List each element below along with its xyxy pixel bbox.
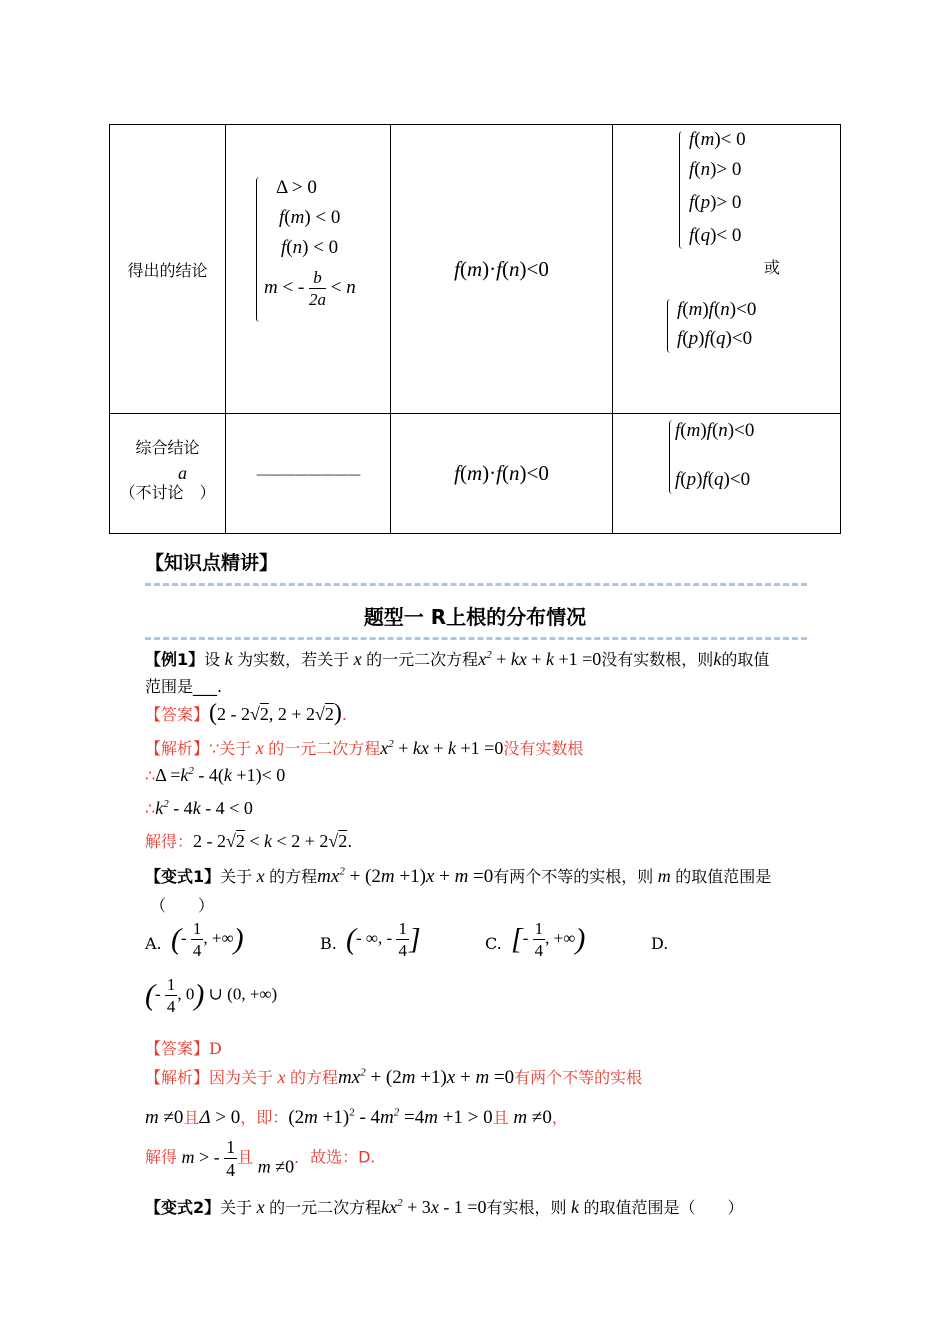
answer-value: D (209, 1039, 222, 1058)
ex1-text: 的取值 (721, 650, 770, 669)
option-c[interactable] (485, 934, 502, 953)
table-cell-dash (226, 414, 391, 534)
option-a-label: A. (145, 934, 162, 953)
example1-analysis: 【解析】∵关于 x 的一元二次方程$x^2$ + kx + k +1 =0没有实数根 (145, 738, 584, 758)
option-d-label: D. (651, 934, 669, 953)
brace-case3-a (679, 131, 686, 249)
option-a-value: (- $\frac{1}{4}$ , +∞) (171, 919, 244, 960)
table-cell-summary3 (613, 414, 841, 534)
analysis-text: 因为关于 (209, 1068, 274, 1087)
cond3-fmfn: f(m)f(n)<0 (677, 299, 757, 320)
dash-placeholder: ———————— (256, 467, 360, 483)
analysis-tag: 【解析】 (145, 1068, 210, 1087)
cond3-fq: f(q)< 0 (689, 225, 742, 246)
analysis-text: 有两个不等的实根 (514, 1068, 643, 1087)
variant1-solution: 解得 m > - $\frac{1}{4}$ 且 m ≠0．故选：D. (145, 1137, 376, 1180)
var1-text: 关于 (220, 867, 253, 886)
variant1-answer (145, 1036, 222, 1059)
brace-case3-b (667, 299, 674, 353)
divider-bottom (145, 637, 807, 640)
cond-delta: Δ > 0 (276, 177, 317, 198)
summary-fpfq: f(p)f(q)<0 (675, 469, 751, 490)
variant1-question: 【变式1】关于 x 的方程$mx^2 + (2m +1)x + m =0$有两个不等的实根，则 m 的取值范围是 (145, 865, 772, 887)
option-d-value: (- $\frac{1}{4}$ , 0) ∪ (0, +∞) (145, 975, 278, 1016)
var1-equation: $mx^2 + (2m +1)x + m =0$ (317, 865, 494, 887)
var2-text: 的一元二次方程 (269, 1198, 382, 1217)
option-b[interactable] (320, 934, 337, 953)
option-c-label: C. (485, 934, 502, 953)
option-d[interactable] (651, 934, 668, 953)
variant1-analysis: 【解析】因为关于 x 的方程$mx^2 + (2m +1)x + m =0$有两个不等的实根 (145, 1066, 643, 1088)
cond-fm: f(m) < 0 (279, 207, 341, 228)
variant1-paren: （ ） (150, 896, 215, 915)
example1-solution: 解得：2 - 2√2 < k < 2 + 2√2. (145, 831, 353, 851)
analysis-text: ∵关于 (209, 739, 252, 758)
example1-step2: $\therefore k^2 - 4k - 4 < 0$ (145, 798, 253, 818)
row-label-summary: 综合结论 (135, 437, 200, 457)
choose-text: ．故选：D. (294, 1147, 376, 1167)
var1-text: 的方程 (269, 867, 318, 886)
row-label-no-discuss: （不讨论 ） (119, 482, 216, 502)
comma-text: ， (551, 1108, 568, 1127)
analysis-text: 的一元二次方程 (268, 739, 381, 758)
var1-text: 有两个不等的实根，则 (493, 867, 654, 886)
or-word: 或 (764, 258, 781, 277)
cond-fm-fn: f(m)·f(n)<0 (454, 256, 549, 281)
cond3-fn: f(n)> 0 (689, 159, 742, 180)
answer-tag: 【答案】 (145, 1039, 210, 1058)
example1-answer: 【答案】(2 - 2√2, 2 + 2√2). (145, 700, 348, 726)
analysis-text: 没有实数根 (503, 739, 584, 758)
option-b-label: B. (320, 934, 337, 953)
answer-tag: 【答案】 (145, 705, 210, 724)
cond3-fpfq: f(p)f(q)<0 (677, 328, 753, 349)
cond3-fp: f(p)> 0 (689, 192, 742, 213)
example1-tag: 【例1】 (145, 650, 205, 669)
brace-case1 (256, 177, 263, 322)
variant1-tag: 【变式1】 (145, 867, 221, 886)
ji-text: ，即： (240, 1108, 289, 1127)
and-text: 且 (492, 1108, 509, 1127)
ex1-text: 设 (204, 650, 221, 669)
table-row-summary (110, 414, 841, 534)
ex1-text: 的一元二次方程 (366, 650, 479, 669)
analysis-text: 的方程 (290, 1068, 339, 1087)
analysis-tag: 【解析】 (145, 739, 210, 758)
option-b-value: (- ∞, - $\frac{1}{4}$ ] (346, 919, 421, 960)
var2-text: 关于 (220, 1198, 253, 1217)
variant1-condition: m ≠0且Δ > 0，即：$(2m +1)^2 - 4m^2 =4m +1 > 0$且 m ≠0， (145, 1106, 568, 1128)
example1-line2: 范围是___. (145, 677, 223, 696)
table-cell-case3 (613, 125, 841, 414)
table-row-conclusion (110, 125, 841, 414)
variant2-tag: 【变式2】 (145, 1198, 221, 1217)
therefore-symbol: ∴ (145, 766, 156, 785)
var2-text: 的取值范围是（ ） (583, 1198, 744, 1217)
cond-fn: f(n) < 0 (281, 237, 339, 258)
ex1-text: 没有实数根，则 (601, 650, 714, 669)
table-cell-label2 (110, 414, 226, 534)
ex1-equation: $x^2$ + kx + k +1 =0 (478, 649, 602, 669)
example1-step1: ∴Δ $=k^2 - 4(k +1)< 0$ (145, 765, 286, 785)
type-title: 题型一 R上根的分布情况 (363, 605, 587, 629)
solve-text: 解得 (145, 1147, 178, 1167)
and-text: 且 (237, 1147, 254, 1167)
table-cell-case1 (226, 125, 391, 414)
divider-top (145, 583, 807, 586)
variant2-question: 【变式2】关于 x 的一元二次方程$kx^2 + 3x - 1 =0$有实根，则 k 的取值范围是（ ） (145, 1197, 744, 1217)
root-distribution-table (109, 124, 841, 534)
and-text: 且 (183, 1108, 200, 1127)
table-cell-summary2 (391, 414, 613, 534)
summary-fmfn: f(m)f(n)<0 (675, 420, 755, 441)
cond3-fm: f(m)< 0 (689, 129, 746, 150)
option-c-value: [- $\frac{1}{4}$ , +∞) (511, 919, 586, 960)
row-label-a: a (178, 462, 187, 483)
variant1-options (145, 920, 845, 970)
therefore-symbol: ∴ (145, 799, 156, 818)
var1-text: 的取值范围是 (675, 867, 772, 886)
example1-question: 【例1】设 k 为实数，若关于 x 的一元二次方程$x^2$ + kx + k +1 =0没有实数根，则k的取值 (145, 649, 770, 669)
table-cell-case2 (391, 125, 613, 414)
section-title: 【知识点精讲】 (145, 552, 279, 574)
table-cell-label (110, 125, 226, 414)
var2-text: 有实根，则 (486, 1198, 567, 1217)
row-label-conclusion: 得出的结论 (127, 260, 208, 280)
solve-text: 解得： (145, 832, 194, 851)
ex1-text: 为实数，若关于 (237, 650, 350, 669)
summary-fm-fn: f(m)·f(n)<0 (454, 461, 549, 485)
var2-equation: $kx^2 + 3x - 1 =0$ (381, 1197, 487, 1217)
option-a[interactable] (145, 934, 162, 953)
cond-axis: m < - $\frac{b}{2a}$ < n (264, 268, 356, 309)
